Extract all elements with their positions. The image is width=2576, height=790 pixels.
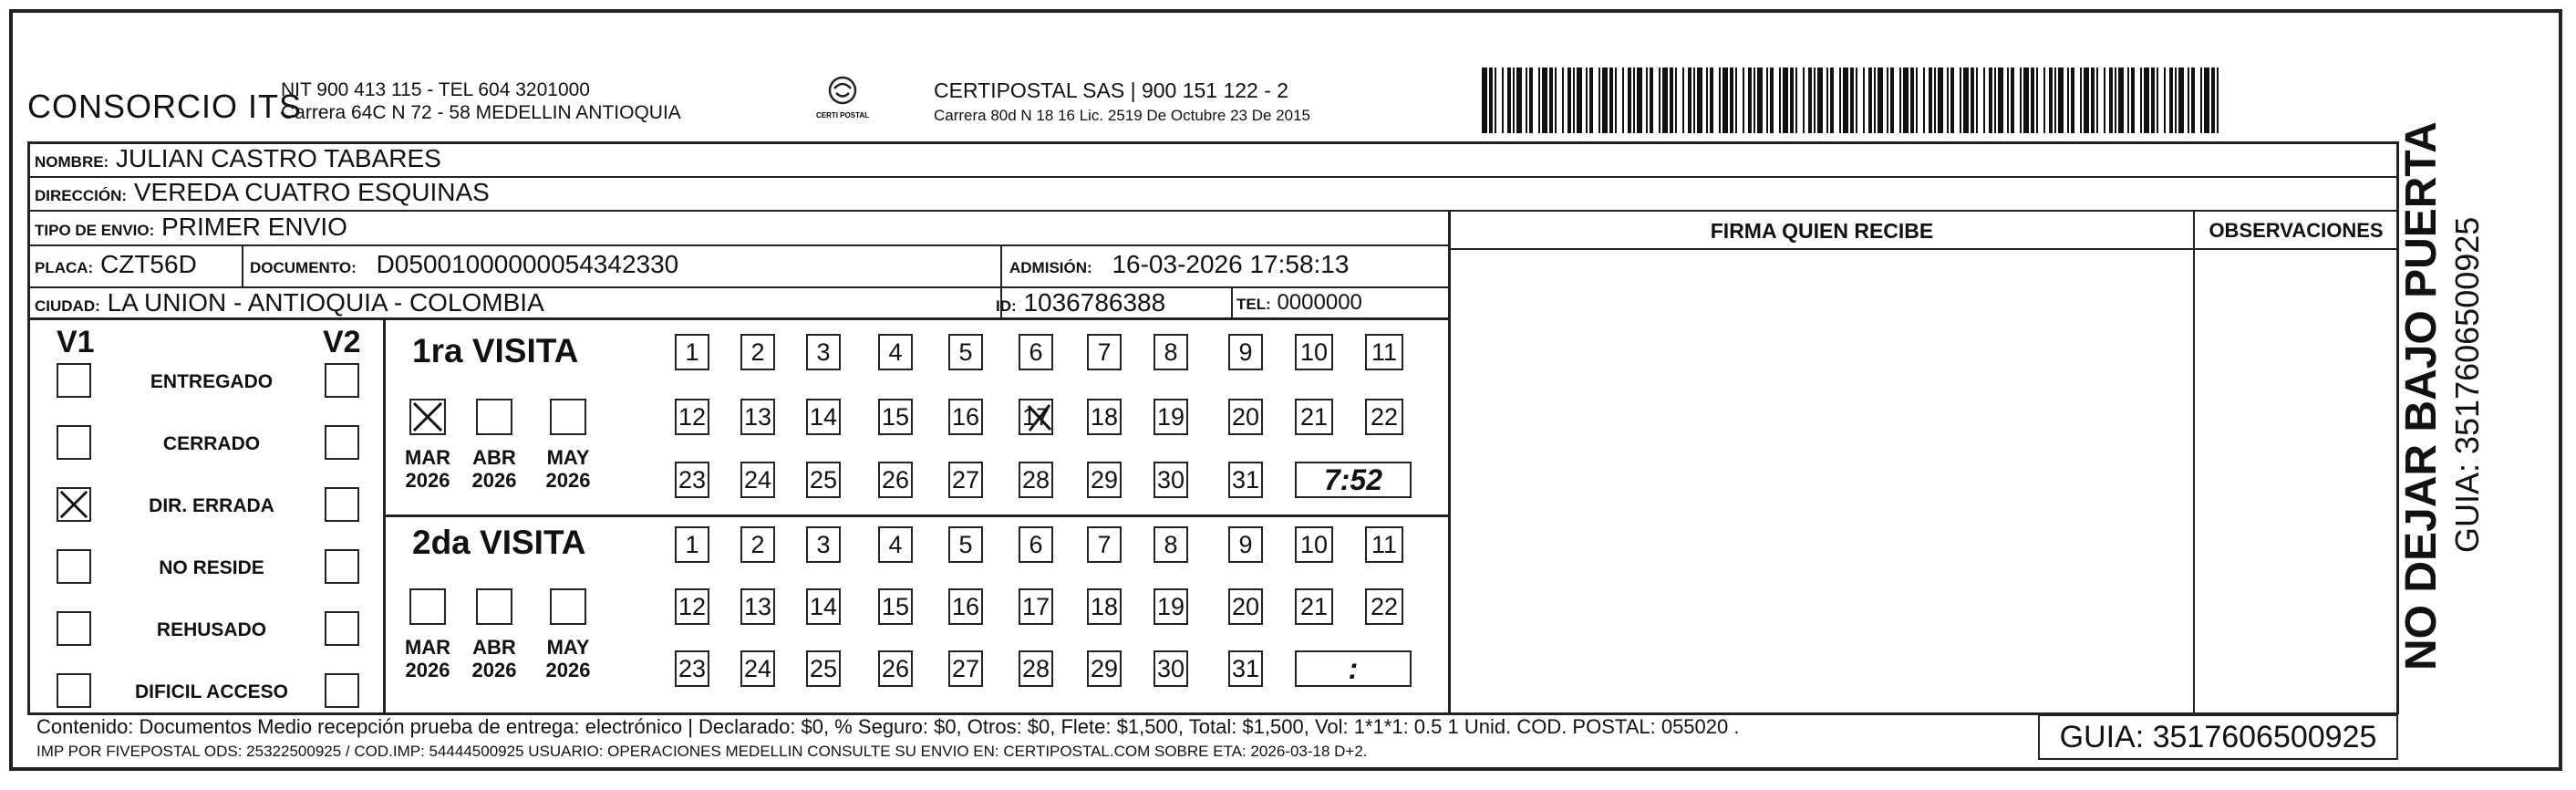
month-name: MAY [546,446,590,469]
barcode-bar [1567,68,1571,133]
barcode-bar [1795,68,1797,133]
admision-label: ADMISIÓN: [1009,259,1092,276]
barcode-bar [1622,68,1624,133]
status-label: ENTREGADO [150,371,274,392]
day-box[interactable]: 22 [1365,588,1403,625]
day-box[interactable]: 30 [1154,650,1188,687]
status-label: REHUSADO [156,619,267,640]
barcode-bar [1735,68,1737,133]
tel-row [1236,290,1362,316]
day-box[interactable]: 20 [1228,399,1263,435]
barcode-bar [1589,68,1593,133]
barcode-bar [1706,68,1708,133]
day-box[interactable]: 18 [1087,588,1122,625]
direccion-label: DIRECCIÓN: [35,187,128,204]
barcode-bar [1960,68,1961,133]
barcode-bar [1874,68,1876,133]
certi-address: Carrera 80d N 18 16 Lic. 2519 De Octubre 23 De 2015 [934,107,1310,124]
barcode-bar [2115,68,2116,133]
barcode-bar [1890,68,1894,133]
month-label [466,446,522,492]
day-box[interactable]: 23 [675,462,709,498]
day-box[interactable]: 11 [1365,526,1403,563]
company-name: CONSORCIO ITS [27,88,303,125]
day-box[interactable]: 12 [675,588,709,625]
nombre-value: JULIAN CASTRO TABARES [116,144,441,172]
barcode-bar [2109,68,2113,133]
barcode-bar [1710,68,1713,133]
month-name: MAR [404,636,451,659]
v2-checkbox[interactable] [325,487,359,522]
barcode-bar [1482,68,1487,133]
day-box[interactable]: 2 [740,526,775,563]
day-box[interactable]: 4 [878,526,913,563]
barcode-bar [1562,68,1564,133]
month-checkbox[interactable] [550,588,586,625]
guia-box: GUIA: 3517606500925 [2038,714,2398,760]
admision-value: 16-03-2026 17:58:13 [1112,250,1350,278]
nit-line: NIT 900 413 115 - TEL 604 3201000 [281,79,590,100]
barcode-bar [2144,68,2149,133]
day-box[interactable]: 21 [1295,588,1333,625]
barcode-bar [1577,68,1582,133]
barcode-bar [2164,68,2166,133]
barcode-bar [1723,68,1728,133]
day-box[interactable]: 29 [1087,650,1122,687]
rule [1231,286,1233,317]
day-box[interactable]: 7 [1087,526,1122,563]
barcode-bar [1637,68,1642,133]
barcode-bar [1826,68,1828,133]
barcode-bar [2140,68,2142,133]
no-dejar-label: NO DEJAR BAJO PUERTA [2397,121,2446,670]
barcode-bar [1542,68,1547,133]
barcode-bar [2020,68,2022,133]
barcode-bar [1529,68,1533,133]
month-label [466,636,522,681]
status-label: CERRADO [162,433,261,454]
barcode-bar [1887,68,1888,133]
barcode-bar [2200,68,2202,133]
certi-line: CERTIPOSTAL SAS | 900 151 122 - 2 [934,78,1289,102]
month-label [540,636,596,681]
month-label [540,446,596,492]
barcode-bar [2191,68,2195,133]
barcode-bar [1903,68,1909,133]
day-box[interactable]: 8 [1154,526,1188,563]
barcode-bar [2023,68,2029,133]
barcode-bar [2058,68,2064,133]
barcode-bar [1675,68,1677,133]
barcode-bar [1971,68,1974,133]
barcode-bar [2031,68,2034,133]
barcode-bar [2151,68,2155,133]
day-box[interactable]: 28 [1019,650,1053,687]
day-box[interactable]: 11 [1365,334,1403,370]
logo-text: CERTI POSTAL [815,111,870,120]
barcode-bar [1989,68,1992,133]
month-checkbox[interactable] [476,588,512,625]
barcode-bar [1770,68,1774,133]
barcode-bar [1963,68,1969,133]
month-year: 2026 [471,469,517,492]
barcode-bar [1748,68,1752,133]
barcode-bar [1646,68,1648,133]
barcode-bar [1516,68,1522,133]
barcode-bar [1670,68,1673,133]
barcode-bar [1730,68,1733,133]
day-box[interactable]: 15 [878,588,913,625]
address-line: Carrera 64C N 72 - 58 MEDELLIN ANTIOQUIA [281,102,681,123]
day-box[interactable]: 17 [1019,399,1053,435]
direccion-row [35,178,490,207]
visit2-title: 2da VISITA [412,524,586,561]
barcode-bar [1688,68,1691,133]
day-box[interactable]: 7 [1087,334,1122,370]
barcode-bar [1693,68,1695,133]
barcode-bar [1757,68,1763,133]
day-box[interactable]: 5 [948,334,983,370]
rule [1448,210,1451,714]
barcode-bar [1863,68,1865,133]
side-guia-label: GUIA: 3517606500925 [2448,216,2486,553]
rule [27,317,1450,320]
day-box[interactable]: 13 [740,399,775,435]
day-box[interactable]: 22 [1365,399,1403,435]
tipo-label: TIPO DE ENVIO: [35,222,155,239]
company-info [281,78,681,124]
month-year: 2026 [545,469,591,492]
month-label [399,446,456,492]
day-box[interactable]: 13 [740,588,775,625]
month-name: ABR [472,636,516,659]
placa-row [35,250,197,279]
barcode-bar [2043,68,2045,133]
day-box[interactable]: 25 [806,462,841,498]
day-box[interactable]: 1 [675,526,709,563]
day-box[interactable]: 19 [1154,588,1188,625]
ciudad-label: CIUDAD: [35,297,100,315]
day-box[interactable]: 9 [1228,526,1263,563]
barcode-bar [2217,68,2219,133]
day-box[interactable]: 18 [1087,399,1122,435]
barcode-bar [1850,68,1854,133]
barcode-bar [1555,68,1557,133]
barcode-bar [1549,68,1553,133]
day-box[interactable]: 28 [1019,462,1053,498]
day-box[interactable]: 19 [1154,399,1188,435]
barcode-bar [2178,68,2184,133]
barcode-bar [1697,68,1702,133]
v1-checkbox[interactable] [57,487,91,522]
v1-checkbox[interactable] [57,363,91,398]
barcode-bar [2169,68,2173,133]
month-name: ABR [472,446,516,469]
month-name: MAY [546,636,590,659]
barcode-bar [1916,68,1918,133]
month-checkbox[interactable] [409,399,446,435]
barcode-bar [1950,68,1954,133]
certipostal-logo [814,75,871,126]
barcode-bar [2049,68,2053,133]
month-year: 2026 [405,469,450,492]
barcode-bar [2211,68,2215,133]
rule [27,210,2398,212]
day-box[interactable]: 27 [948,650,983,687]
day-box[interactable]: 23 [675,650,709,687]
barcode-bar [1743,68,1744,133]
barcode-bar [1790,68,1794,133]
barcode-bar [2084,68,2089,133]
placa-value: CZT56D [100,250,197,278]
imp-line: IMP POR FIVEPOSTAL ODS: 25322500925 / COD.IMP: 54444500925 USUARIO: OPERACIONES MEDELLIN CONSULTE SU ENVIO EN: CERTIPOSTAL.COM SOBRE ETA: 2026-03-18 D+2. [36,743,1368,760]
v1-checkbox[interactable] [57,673,91,708]
v2-header: V2 [323,325,361,359]
tipo-row [35,213,347,242]
barcode-bar [1899,68,1901,133]
certipostal-info [934,78,1310,128]
barcode-bar [2091,68,2095,133]
id-label: ID: [996,297,1017,315]
month-year: 2026 [471,659,517,681]
day-box[interactable]: 26 [878,462,913,498]
barcode-bar [1609,68,1613,133]
admision-row [1009,250,1349,279]
day-box[interactable]: 30 [1154,462,1188,498]
barcode-bar [2188,68,2189,133]
day-box[interactable]: 9 [1228,334,1263,370]
month-name: MAR [404,446,451,469]
barcode-bar [2131,68,2135,133]
placa-label: PLACA: [35,259,94,276]
v1-checkbox[interactable] [57,611,91,646]
barcode-bar [2080,68,2082,133]
status-label: DIR. ERRADA [149,495,274,516]
v1-checkbox[interactable] [57,549,91,584]
month-checkbox[interactable] [476,399,512,435]
barcode-bar [1659,68,1660,133]
ciudad-row [35,288,544,317]
barcode-bar [1662,68,1668,133]
rule [1448,248,2398,250]
barcode-bar [2127,68,2129,133]
barcode-bar [2096,68,2098,133]
check-mark-icon [58,489,89,520]
barcode-bar [2071,68,2074,133]
day-box[interactable]: 21 [1295,399,1333,435]
v1-header: V1 [57,325,95,359]
barcode-bar [1998,68,2003,133]
documento-label: DOCUMENTO: [250,259,357,276]
barcode-bar [1976,68,1978,133]
barcode-bar [1817,68,1823,133]
barcode-bar [2118,68,2124,133]
barcode-bar [1489,68,1493,133]
barcode-bar [1814,68,1816,133]
barcode-bar [2036,68,2038,133]
day-box[interactable]: 14 [806,588,841,625]
observaciones-header: OBSERVACIONES [2209,219,2384,242]
barcode-bar [2054,68,2056,133]
v2-checkbox[interactable] [325,549,359,584]
barcode-bar [1598,68,1600,133]
barcode-bar [2007,68,2009,133]
day-box[interactable]: 24 [740,650,775,687]
barcode-bar [1856,68,1857,133]
barcode-bar [1513,68,1515,133]
barcode-bar [1719,68,1721,133]
day-box[interactable]: 24 [740,462,775,498]
nombre-row [35,144,441,173]
day-box[interactable]: 3 [806,334,841,370]
barcode-bar [2011,68,2014,133]
status-label: NO RESIDE [159,557,264,578]
day-box[interactable]: 1 [675,334,709,370]
barcode-bar [1538,68,1540,133]
id-value: 1036786388 [1023,288,1166,317]
barcode-bar [1929,68,1932,133]
day-box[interactable]: 12 [675,399,709,435]
day-box[interactable]: 14 [806,399,841,435]
day-box[interactable]: 2 [740,334,775,370]
day-box[interactable]: 6 [1019,334,1053,370]
time-box[interactable]: 7:52 [1295,462,1412,498]
barcode-bar [1934,68,1936,133]
month-label [399,636,456,681]
barcode-bar [2067,68,2069,133]
day-box[interactable]: 10 [1295,334,1333,370]
rule [2193,212,2195,714]
status-label: DIFICIL ACCESO [134,681,288,702]
v2-checkbox[interactable] [325,611,359,646]
barcode-bar [1682,68,1684,133]
barcode-bar [1808,68,1812,133]
barcode-bar [1766,68,1768,133]
month-year: 2026 [545,659,591,681]
barcode-bar [1573,68,1575,133]
ciudad-value: LA UNION - ANTIOQUIA - COLOMBIA [107,288,544,317]
day-box[interactable]: 20 [1228,588,1263,625]
check-mark-icon [411,400,444,433]
id-row [996,288,1165,317]
barcode-bar [1910,68,1914,133]
day-box[interactable]: 29 [1087,462,1122,498]
barcode-bar [1495,68,1496,133]
month-checkbox[interactable] [550,399,586,435]
barcode-bar [1754,68,1755,133]
barcode-bar [1783,68,1788,133]
v2-checkbox[interactable] [325,673,359,708]
v2-checkbox[interactable] [325,425,359,460]
direccion-value: VEREDA CUATRO ESQUINAS [133,178,490,206]
nombre-label: NOMBRE: [35,153,109,171]
documento-row [250,250,678,279]
barcode-bar [1779,68,1781,133]
tel-value: 0000000 [1277,290,1362,315]
visit1-title: 1ra VISITA [412,332,579,369]
day-box[interactable]: 15 [878,399,913,435]
day-box[interactable]: 4 [878,334,913,370]
day-box[interactable]: 31 [1228,650,1263,687]
barcode-bar [2175,68,2177,133]
day-box[interactable]: 16 [948,399,983,435]
barcode-bar [1843,68,1848,133]
day-box[interactable]: 6 [1019,526,1053,563]
day-box[interactable]: 8 [1154,334,1188,370]
barcode [1482,68,2219,133]
barcode-bar [1803,68,1805,133]
barcode-bar [1994,68,1996,133]
time-box[interactable]: : [1295,650,1412,687]
day-box[interactable]: 17 [1019,588,1053,625]
barcode-bar [1507,68,1511,133]
barcode-bar [1615,68,1617,133]
day-box[interactable]: 25 [806,650,841,687]
day-box[interactable]: 27 [948,462,983,498]
rule [383,515,1450,517]
day-box[interactable]: 3 [806,526,841,563]
handwritten-x-icon [1026,402,1053,433]
barcode-bar [1526,68,1527,133]
barcode-bar [1868,68,1872,133]
barcode-bar [1878,68,1883,133]
day-box[interactable]: 16 [948,588,983,625]
rule [27,244,1450,246]
v2-checkbox[interactable] [325,363,359,398]
barcode-bar [1830,68,1834,133]
barcode-bar [1650,68,1653,133]
firma-header: FIRMA QUIEN RECIBE [1710,219,1934,243]
month-year: 2026 [405,659,450,681]
barcode-bar [2157,68,2158,133]
tel-label: TEL: [1236,296,1271,313]
barcode-bar [1502,68,1504,133]
barcode-bar [1839,68,1841,133]
v1-checkbox[interactable] [57,425,91,460]
barcode-bar [1983,68,1985,133]
month-checkbox[interactable] [409,588,446,625]
day-box[interactable]: 5 [948,526,983,563]
documento-value: D05001000000054342330 [376,250,679,278]
barcode-bar [1633,68,1635,133]
day-box[interactable]: 26 [878,650,913,687]
barcode-bar [1586,68,1588,133]
tipo-value: PRIMER ENVIO [161,213,347,241]
rule [242,246,243,286]
barcode-bar [1923,68,1925,133]
barcode-bar [1628,68,1631,133]
barcode-bar [2204,68,2209,133]
barcode-bar [1602,68,1608,133]
rule [27,141,30,714]
day-box[interactable]: 10 [1295,526,1333,563]
barcode-bar [1938,68,1943,133]
barcode-bar [1947,68,1949,133]
day-box[interactable]: 31 [1228,462,1263,498]
barcode-bar [2104,68,2105,133]
contenido-line: Contenido: Documentos Medio recepción prueba de entrega: electrónico | Declarado: $0, % Seguro: $0, Otros: $0, Flete: $1,500, Total: $1,500, Vol: 1*1*1: 0.5 1 Unid. COD. POSTAL: 055020 . [36,715,1740,738]
